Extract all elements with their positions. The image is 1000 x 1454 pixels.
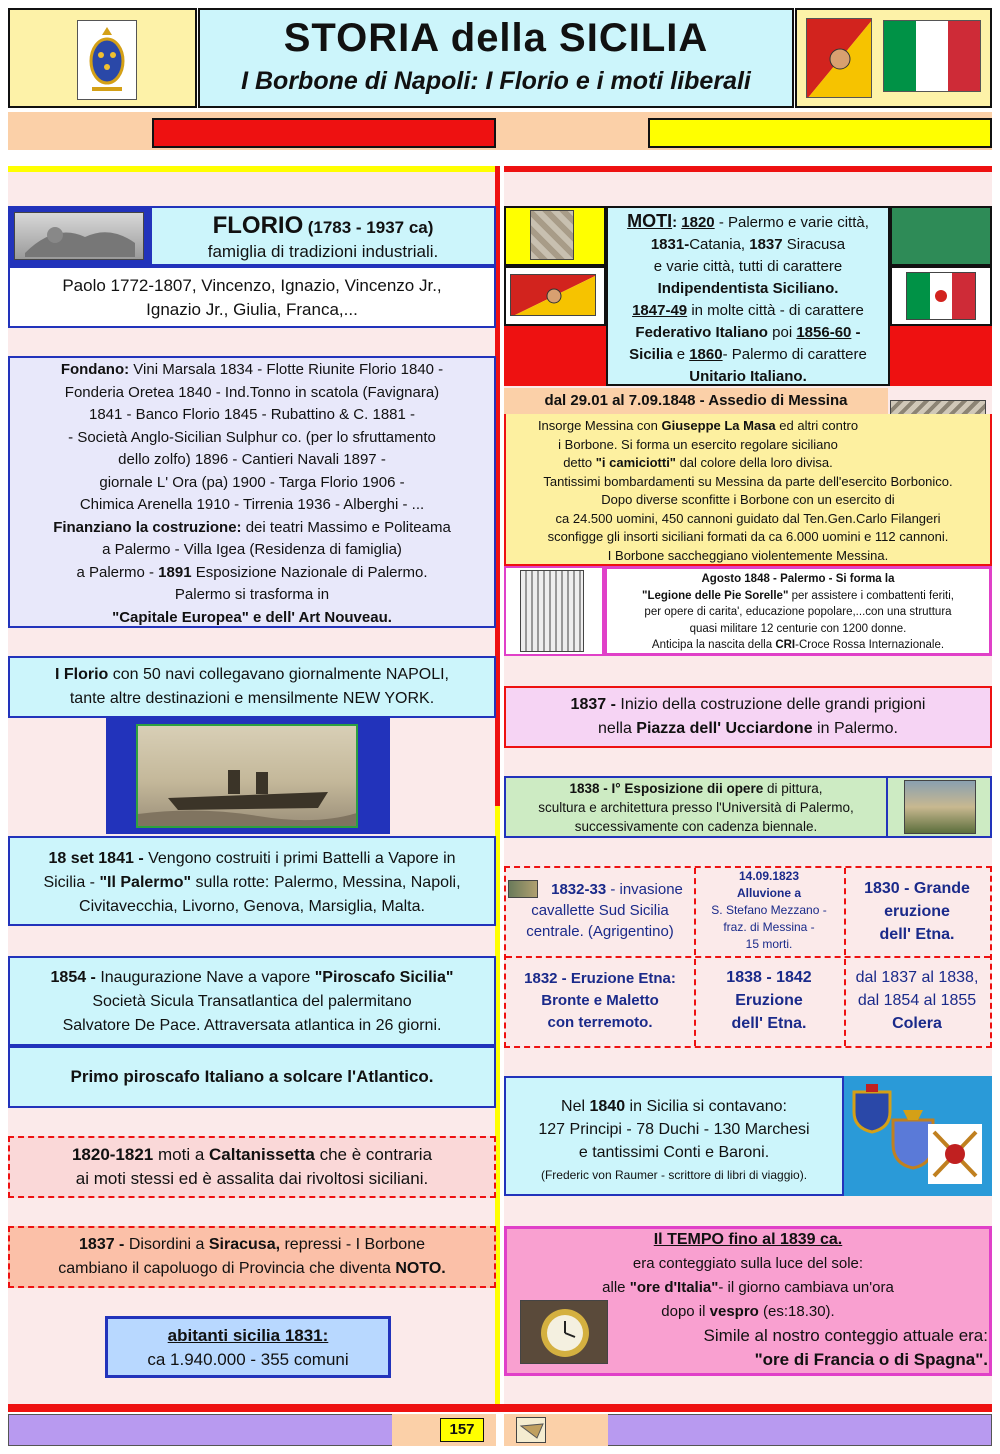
text-tempo-l3a: dopo il bbox=[661, 1303, 710, 1320]
text-moti-l2b: Siracusa bbox=[782, 236, 846, 253]
text-assedio-l1a: Insorge Messina con bbox=[537, 418, 662, 433]
text-assedio-l8: I Borbone saccheggiano violentemente Messina. bbox=[607, 547, 889, 563]
italian-flag-icon bbox=[883, 20, 981, 92]
text-caltanissetta-k2: Caltanissetta bbox=[209, 1145, 315, 1164]
text-nobili-l4: (Frederic von Raumer - scrittore di libri di viaggio). bbox=[540, 1168, 808, 1182]
battelli-box bbox=[8, 836, 496, 926]
text-siracusa-k3: NOTO. bbox=[395, 1260, 446, 1277]
header-title-box bbox=[198, 8, 794, 108]
florio-name: FLORIO bbox=[212, 212, 304, 239]
text-battelli-l3: Civitavecchia, Livorno, Genova, Marsiglia, Malta. bbox=[79, 898, 425, 915]
text-grid-c1-l2: cavallette Sud Sicilia bbox=[531, 902, 669, 919]
text-prigioni-l1: Inizio della costruzione delle grandi prigioni bbox=[615, 696, 926, 713]
assedio-box bbox=[504, 414, 992, 566]
text-moti-l4: Indipendentista Siciliano. bbox=[657, 280, 839, 297]
siracusa-box bbox=[8, 1226, 496, 1288]
text-nobili-l1b: in Sicilia si contavano: bbox=[625, 1098, 787, 1115]
text-navi-k: I Florio bbox=[55, 666, 109, 683]
text-fondano-l7: Chimica Arenella 1910 - Tirrenia 1936 - Alberghi - ... bbox=[79, 496, 425, 513]
text-legione-k1: "Legione delle Pie Sorelle" bbox=[642, 589, 789, 602]
text-piroscafo-l3: Salvatore De Pace. Attraversata atlantica in 26 giorni. bbox=[62, 1017, 442, 1034]
text-grid-c6-l2: dal 1854 al 1855 bbox=[857, 992, 977, 1009]
text-nobili-l1a: Nel bbox=[561, 1098, 590, 1115]
text-esposizione-l2: scultura e architettura presso l'Università di Palermo, bbox=[538, 800, 854, 815]
text-prigioni-l2a: nella bbox=[598, 720, 637, 737]
grid-cell-locusts bbox=[506, 868, 694, 956]
trinacria-flag-icon bbox=[806, 18, 872, 98]
text-abitanti-value: ca 1.940.000 - 355 comuni bbox=[147, 1350, 349, 1369]
text-assedio-k1: Giuseppe La Masa bbox=[661, 418, 776, 433]
text-florio-members-l1: Paolo 1772-1807, Vincenzo, Ignazio, Vincenzo Jr., bbox=[62, 276, 442, 295]
text-fondano-l10b: 1891 bbox=[158, 563, 192, 581]
text-siracusa-k1: 1837 - bbox=[79, 1236, 125, 1253]
text-fondano-l2: Fonderia Oretea 1840 - Ind.Tonno in scatola (Favignara) bbox=[64, 383, 440, 401]
text-fondano-l5: dello zolfo) 1896 - Cantieri Navali 1897 - bbox=[118, 451, 386, 468]
text-fondano-l6: giornale L' Ora (pa) 1900 - Targa Florio 1906 - bbox=[99, 473, 405, 491]
text-moti-l5: in molte città - di carattere bbox=[687, 302, 864, 319]
text-grid-c5-l2: Eruzione bbox=[735, 992, 803, 1009]
text-fondano-l12: "Capitale Europea" e dell' Art Nouveau. bbox=[112, 608, 392, 626]
text-moti-l1: - Palermo e varie città, bbox=[714, 214, 869, 231]
text-esposizione-l3: successivamente con cadenza biennale. bbox=[574, 819, 818, 834]
text-legione-k2: CRI bbox=[775, 639, 796, 651]
text-assedio-k2: "i camiciotti" bbox=[595, 455, 676, 470]
text-piroscafo-k2: "Piroscafo Sicilia" bbox=[314, 969, 454, 986]
fondano-box bbox=[8, 356, 496, 628]
text-caltanissetta-l1b: che è contraria bbox=[314, 1145, 433, 1164]
text-grid-c3-l2: eruzione bbox=[884, 903, 950, 920]
text-moti-y1856: 1856-60 bbox=[796, 324, 852, 341]
sicilian-flag-icon bbox=[510, 274, 596, 316]
page-title: STORIA della SICILIA bbox=[283, 16, 709, 60]
text-navi-l1: con 50 navi collegavano giornalmente NAPOLI, bbox=[108, 666, 449, 683]
text-assedio-l7: sconfigge gli insorti siciliani formati da ca 6.000 uomini e 112 cannoni. bbox=[547, 529, 949, 544]
text-grid-c2-l4: 15 morti. bbox=[745, 937, 793, 951]
text-battelli-l1: Vengono costruiti i primi Battelli a Vapore in bbox=[143, 850, 456, 867]
florio-header bbox=[150, 206, 496, 266]
text-battelli-l2a: Sicilia - bbox=[43, 874, 100, 891]
navi-box bbox=[8, 656, 496, 718]
text-legione-l4: quasi militare 12 centurie con 1200 donne. bbox=[689, 622, 907, 635]
text-footer-page: 157 bbox=[449, 1421, 475, 1438]
text-moti-k: MOTI bbox=[627, 211, 673, 231]
coat-of-arms-3-icon bbox=[926, 1122, 984, 1186]
text-moti-l7b: e bbox=[672, 346, 690, 363]
text-moti-y1837: 1837 bbox=[749, 236, 783, 253]
text-tempo-k2: vespro bbox=[709, 1303, 759, 1320]
text-assedio-l5: Dopo diverse sconfitte i Borbone con un esercito di bbox=[601, 492, 895, 507]
text-legione-l5b: -Croce Rossa Internazionale. bbox=[795, 639, 945, 651]
text-grid-c6-l3: Colera bbox=[892, 1015, 942, 1032]
grid-cell-etna-1830 bbox=[844, 868, 990, 956]
text-caltanissetta-k1: 1820-1821 bbox=[71, 1145, 154, 1164]
text-tempo-l2b: - il giorno cambiava un'ora bbox=[718, 1279, 894, 1296]
text-nobili-l3: e tantissimi Conti e Baroni. bbox=[578, 1144, 770, 1161]
text-caltanissetta-l2: ai moti stessi ed è assalita dai rivoltosi siciliani. bbox=[75, 1169, 429, 1188]
florio-lion-relief-icon bbox=[14, 212, 144, 260]
text-assedio-l1b: ed altri contro bbox=[775, 418, 859, 433]
text-moti-y1820: 1820 bbox=[681, 214, 715, 231]
text-caltanissetta-l1a: moti a bbox=[153, 1145, 210, 1164]
florio-desc: famiglia di tradizioni industriali. bbox=[207, 242, 439, 261]
moti-box bbox=[606, 206, 890, 386]
text-legione-l1: Agosto 1848 - Palermo - Si forma la bbox=[701, 573, 895, 585]
text-grid-c3-l3: dell' Etna. bbox=[879, 926, 955, 943]
text-fondano-l4: - Società Anglo-Sicilian Sulphur co. (per lo sfruttamento bbox=[68, 428, 436, 446]
text-siracusa-k2: Siracusa, bbox=[208, 1236, 281, 1253]
text-tempo-title: Il TEMPO fino al 1839 ca. bbox=[653, 1231, 843, 1248]
florio-members bbox=[8, 266, 496, 328]
text-tempo-l3b: (es:18.30). bbox=[758, 1303, 835, 1320]
text-moti-l7a: Sicilia bbox=[629, 346, 673, 363]
text-prigioni-k2: Piazza dell' Ucciardone bbox=[636, 720, 813, 737]
text-fondano-l11: Palermo si trasforma in bbox=[174, 586, 330, 603]
text-battelli-k2: "Il Palermo" bbox=[99, 874, 192, 891]
florio-years: (1783 - 1937 ca) bbox=[307, 218, 434, 237]
text-grid-c4-l2: Bronte e Maletto bbox=[541, 992, 659, 1009]
text-grid-c5-l1: 1838 - 1842 bbox=[726, 969, 812, 986]
text-grid-c2-date: 14.09.1823 bbox=[738, 869, 800, 883]
esposizione-box bbox=[504, 776, 888, 838]
text-siracusa-l1b: repressi - I Borbone bbox=[280, 1236, 425, 1253]
text-prigioni-k1: 1837 - bbox=[570, 696, 616, 713]
text-tempo-k3: "ore di Francia o di Spagna". bbox=[754, 1350, 988, 1369]
text-florio-members-l2: Ignazio Jr., Giulia, Franca,... bbox=[146, 300, 358, 319]
text-fondano-k2: Finanziano la costruzione: bbox=[53, 518, 242, 536]
page-subtitle: I Borbone di Napoli: I Florio e i moti liberali bbox=[241, 67, 751, 95]
grid-cell-flood bbox=[694, 868, 844, 956]
legione-box bbox=[604, 566, 992, 656]
text-moti-colon: : bbox=[672, 214, 682, 231]
text-assedio-title: dal 29.01 al 7.09.1848 - Assedio di Messina bbox=[544, 392, 848, 409]
text-battelli-k1: 18 set 1841 - bbox=[48, 850, 144, 867]
text-grid-c4-l1: 1832 - Eruzione Etna: bbox=[524, 970, 676, 987]
piroscafo-box bbox=[8, 956, 496, 1046]
text-moti-l7c: - Palermo di carattere bbox=[722, 346, 867, 363]
text-piroscafo-l2: Società Sicula Transatlantica del palermitano bbox=[92, 993, 412, 1010]
grid-cell-colera bbox=[844, 958, 990, 1046]
primo-piroscafo-box bbox=[8, 1046, 496, 1108]
text-fondano-l10a: a Palermo - bbox=[76, 563, 159, 581]
bourbon-crest-icon bbox=[77, 20, 137, 100]
text-piroscafo-l1: Inaugurazione Nave a vapore bbox=[95, 969, 315, 986]
italian-sicilian-flag-icon bbox=[906, 272, 976, 320]
text-grid-c4-l3: con terremoto. bbox=[547, 1014, 653, 1031]
text-siracusa-l1a: Disordini a bbox=[124, 1236, 209, 1253]
red-bar bbox=[152, 118, 496, 148]
text-navi-l2: tante altre destinazioni e mensilmente NEW YORK. bbox=[69, 690, 435, 707]
text-assedio-l3b: dal colore della loro divisa. bbox=[675, 455, 833, 470]
text-grid-c1-l1: - invasione bbox=[606, 881, 683, 898]
text-moti-l6b: poi bbox=[767, 324, 797, 341]
text-moti-l6a: Federativo Italiano bbox=[635, 324, 768, 341]
grid-cell-etna-1832 bbox=[506, 958, 694, 1046]
yellow-bar bbox=[648, 118, 992, 148]
text-assedio-l6: ca 24.500 uomini, 450 cannoni guidato dal Ten.Gen.Carlo Filangeri bbox=[555, 510, 941, 526]
text-assedio-l2: i Borbone. Si forma un esercito regolare siciliano bbox=[558, 436, 838, 452]
assedio-title bbox=[504, 388, 888, 414]
text-moti-y1860: 1860 bbox=[689, 346, 723, 363]
text-siracusa-l2a: cambiano il capoluogo di Provincia che diventa bbox=[58, 1260, 396, 1277]
text-moti-l6c: - bbox=[851, 324, 861, 341]
nobili-box bbox=[504, 1076, 844, 1196]
text-legione-l5a: Anticipa la nascita della bbox=[651, 639, 776, 651]
text-grid-c2-l3: fraz. di Messina - bbox=[723, 920, 815, 934]
text-fondano-l3: 1841 - Banco Florio 1845 - Rubattino & C. 1881 - bbox=[88, 406, 416, 423]
text-grid-c3-l1: 1830 - Grande bbox=[864, 880, 970, 897]
page-number bbox=[440, 1418, 484, 1442]
text-moti-y1847: 1847-49 bbox=[632, 302, 688, 319]
text-legione-l3: per opere di carita', educazione popolare,...con una struttura bbox=[644, 606, 952, 618]
text-moti-l8: Unitario Italiano. bbox=[689, 368, 807, 385]
text-assedio-l3a: detto bbox=[563, 455, 596, 470]
tempo-text-right bbox=[704, 1324, 988, 1372]
text-fondano-k1: Fondano: bbox=[60, 361, 130, 378]
clock-icon bbox=[520, 1300, 608, 1364]
footer-red-line bbox=[8, 1404, 992, 1412]
text-fondano-l8: dei teatri Massimo e Politeama bbox=[241, 518, 451, 536]
text-assedio-l4: Tantissimi bombardamenti su Messina da parte dell'esercito Borbonico. bbox=[543, 473, 953, 489]
text-grid-c1-l3: centrale. (Agrigentino) bbox=[526, 923, 674, 940]
text-nobili-k1: 1840 bbox=[589, 1098, 626, 1115]
text-grid-c2-l1: Alluvione a bbox=[736, 886, 801, 900]
text-tempo-l1: era conteggiato sulla luce del sole: bbox=[632, 1255, 864, 1272]
sicily-map-icon bbox=[516, 1417, 546, 1443]
landscape-painting-icon bbox=[904, 780, 976, 834]
text-fondano-l9: a Palermo - Villa Igea (Residenza di famiglia) bbox=[102, 541, 402, 558]
text-moti-y1831: 1831- bbox=[650, 236, 690, 253]
text-piroscafo-k1: 1854 - bbox=[50, 969, 96, 986]
text-fondano-l10c: Esposizione Nazionale di Palermo. bbox=[191, 563, 428, 581]
pie-sorelle-drawing-icon bbox=[520, 570, 584, 652]
abitanti-box bbox=[105, 1316, 391, 1378]
text-piroscafo-primo: Primo piroscafo Italiano a solcare l'Atlantico. bbox=[70, 1067, 434, 1086]
text-legione-l2: per assistere i combattenti feriti, bbox=[788, 589, 954, 602]
text-grid-c1-k: 1832-33 bbox=[551, 881, 607, 898]
text-moti-l2a: Catania, bbox=[689, 236, 750, 253]
text-fondano-l1: Vini Marsala 1834 - Flotte Riunite Florio 1840 - bbox=[129, 361, 444, 378]
text-grid-c2-l2: S. Stefano Mezzano - bbox=[711, 903, 827, 917]
text-tempo-l2a: alle bbox=[602, 1279, 630, 1296]
text-esposizione-k1: 1838 - I° Esposizione dii opere bbox=[569, 781, 764, 796]
text-tempo-l4: Simile al nostro conteggio attuale era: bbox=[703, 1326, 988, 1345]
text-nobili-l2: 127 Principi - 78 Duchi - 130 Marchesi bbox=[538, 1121, 810, 1138]
text-prigioni-l2b: in Palermo. bbox=[812, 720, 898, 737]
moti-battle-image-icon bbox=[530, 210, 574, 260]
text-tempo-k1: "ore d'Italia" bbox=[629, 1279, 719, 1296]
text-moti-l3: e varie città, tutti di carattere bbox=[653, 258, 843, 275]
text-grid-c5-l3: dell' Etna. bbox=[731, 1015, 807, 1032]
prigioni-box bbox=[504, 686, 992, 748]
steamship-photo-icon bbox=[136, 724, 358, 828]
text-esposizione-l1: di pittura, bbox=[763, 781, 823, 796]
text-grid-c6-l1: dal 1837 al 1838, bbox=[855, 969, 979, 986]
grid-cell-etna-1838 bbox=[694, 958, 844, 1046]
caltanissetta-box bbox=[8, 1136, 496, 1198]
text-battelli-l2b: sulla rotte: Palermo, Messina, Napoli, bbox=[191, 874, 461, 891]
text-abitanti-title: abitanti sicilia 1831: bbox=[167, 1326, 329, 1345]
